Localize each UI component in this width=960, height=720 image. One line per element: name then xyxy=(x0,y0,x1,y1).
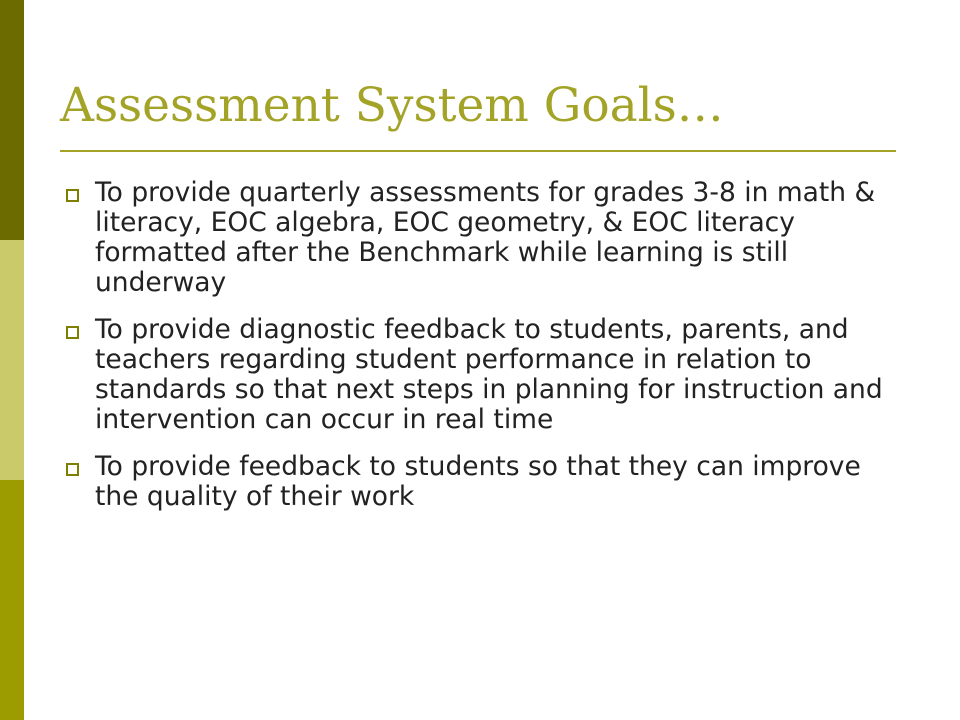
title-divider xyxy=(60,150,896,152)
side-bar-bottom-segment xyxy=(0,480,24,720)
bullet-item-2 xyxy=(66,315,906,435)
side-bar-top-segment xyxy=(0,0,24,240)
slide-title: Assessment System Goals… xyxy=(60,78,724,133)
square-bullet-icon xyxy=(66,189,79,202)
square-bullet-icon xyxy=(66,326,79,339)
bullet-item-3 xyxy=(66,452,906,512)
square-bullet-icon xyxy=(66,463,79,476)
side-accent-bar xyxy=(0,0,24,720)
bullet-text: To provide feedback to students so that they can improve the quality of their work xyxy=(95,451,861,512)
bullet-text: To provide quarterly assessments for grades 3-8 in math & literacy, EOC algebra, EOC geometry, & EOC literacy formatted after the Benchmark while learning is still underway xyxy=(95,177,876,298)
bullet-list xyxy=(66,178,906,529)
side-bar-middle-segment xyxy=(0,240,24,480)
bullet-item-1 xyxy=(66,178,906,298)
bullet-text: To provide diagnostic feedback to students, parents, and teachers regarding student performance in relation to standards so that next steps in planning for instruction and intervention can occur in real time xyxy=(95,314,883,435)
